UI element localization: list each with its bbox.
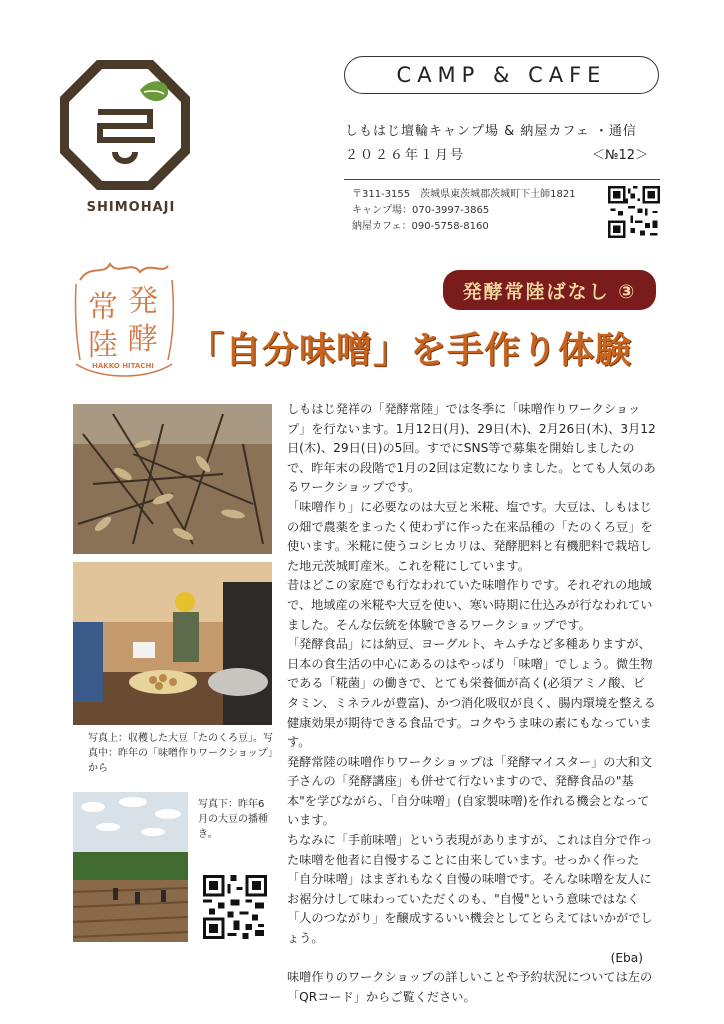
address-block [352,187,576,235]
newsletter-subtitle: しもはじ壇輪キャンプ場 & 納屋カフェ ・通信 [345,124,637,139]
hakko-char-4: 酵 [128,322,158,357]
hakko-char-2: 発 [128,284,158,319]
hakko-char-1: 常 [88,290,118,325]
paragraph-temae-miso: ちなみに「手前味噌」という表現がありますが、これは自分で作った味噌を他者に自慢することに由来しています。せっかく作った「自分味噌」はまぎれもなく自慢の味噌です。そんな味噌を友人にお裾分けして味わっていただくのも、"自慢"という意味ではなく「人のつながり」を醸成するいい機会としてとらえてはいかがでしょう。 [287,833,653,946]
workshop-qr-code[interactable] [203,875,267,939]
paragraph-closing: 味噌作りのワークショップの詳しいことや予約状況については左の「QRコード」からご覧ください。 [287,970,653,1004]
paragraph-ingredients: 「味噌作り」に必要なのは大豆と米糀、塩です。大豆は、しもはじの畑で農薬をまったく使わずに作った在来品種の「たのくろ豆」を使います。米糀に使うコシヒカリは、発酵肥料と有機肥料で栽培した地元茨城町産米。これを糀にしています。 [287,499,653,573]
paragraph-fermented-foods: 「発酵食品」には納豆、ヨーグルト、キムチなど多種ありますが、日本の食生活の中心にあるのはやっぱり「味噌」でしょう。微生物である「糀菌」の働きで、とても栄養価が高く(必須アミノ酸、ビタミン、ミネラルが豊富)、かつ消化吸収が良く、腸内環境を整える健康効果が期待できる食品です。コクやうま味の素にもなっています。 [287,637,656,750]
paragraph-meister: 発酵常陸の味噌作りワークショップは「発酵マイスター」の大和文子さんの「発酵講座」も併せて行ないますので、発酵食品の"基本"を学びながら、「自分味噌」(自家製味噌)を作れる機会となっています。 [287,754,653,828]
series-banner: 発酵常陸ばなし ③ [443,270,656,310]
workshop-photo [73,562,272,725]
camp-cafe-title: CAMP & CAFE [344,56,659,94]
photo-caption-bottom: 写真下：昨年6月の大豆の播種き。 [198,799,268,840]
article-headline: 「自分味噌」を手作り体験 [188,330,633,371]
brand-name: SHIMOHAJI [86,200,176,215]
issue-number: ＜№12＞ [592,148,649,163]
soybean-sowing-photo [73,792,188,942]
hakko-romaji: HAKKO HITACHI [92,362,154,370]
hakko-char-3: 陸 [88,328,118,363]
soybean-harvest-photo [73,404,272,554]
shimohaji-logo [60,60,190,190]
article-body [287,400,657,1007]
paragraph-schedule: しもはじ発祥の「発酵常陸」では冬季に「味噌作りワークショップ」を行ないます。1月12日(月)、29日(木)、2月26日(木)、3月12日(木)、29日(日)の5回。すでにSNS等で募集を開始しましたので、昨年末の段階で1月の2回は定数になりました。とても人気のあるワークショップです。 [287,402,656,495]
paragraph-tradition: 昔はどこの家庭でも行なわれていた味噌作りです。それぞれの地域で、地域産の米糀や大豆を使い、寒い時期に仕込みが行なわれていました。そんな伝統を体験できるワークショップです。 [287,578,653,632]
header-qr-code[interactable] [608,186,660,238]
postal-address: 〒311-3155 茨城県東茨城郡茨城町下土師1821 [352,189,576,200]
header-divider [344,179,660,180]
hakko-hitachi-logo [70,254,178,384]
camp-phone: キャンプ場：070-3997-3865 [352,205,490,216]
issue-date: ２０２６年１月号 [345,148,466,163]
cafe-phone: 納屋カフェ：090-5758-8160 [352,221,489,232]
photo-caption-top-mid: 写真上：収穫した大豆「たのくろ豆」。写真中：昨年の「味噌作りワークショップ」から [88,733,273,774]
author-signature: (Eba) [610,950,643,965]
